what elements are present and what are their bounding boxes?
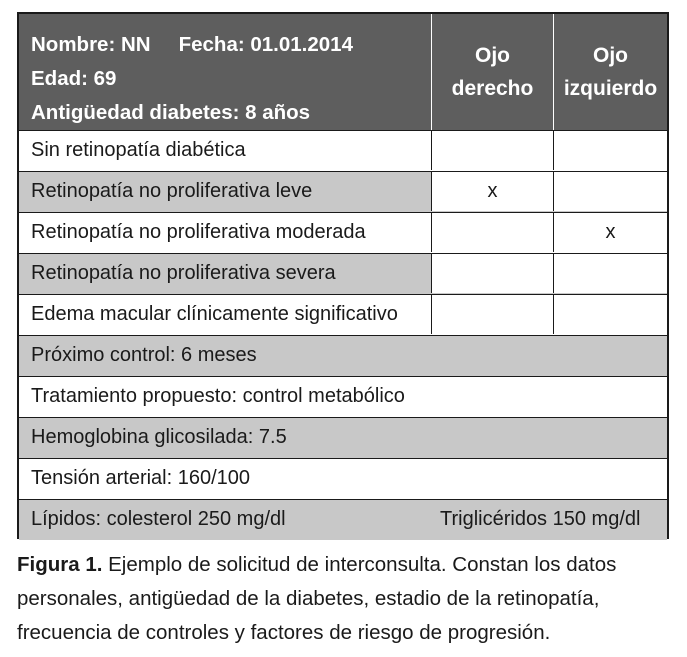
left-eye-mark [553, 254, 667, 293]
proposed-treatment: Tratamiento propuesto: control metabólico [31, 385, 405, 407]
form-header [19, 14, 667, 130]
stage-label: Retinopatía no proliferativa moderada [31, 221, 366, 243]
patient-age: Edad: 69 [31, 67, 117, 90]
cholesterol: Lípidos: colesterol 250 mg/dl [31, 508, 286, 530]
blood-pressure: Tensión arterial: 160/100 [31, 467, 251, 489]
stage-label: Edema macular clínicamente significativo [31, 303, 398, 325]
left-eye-header: Ojo izquierdo [553, 14, 667, 130]
stage-row-moderate [19, 212, 667, 253]
glycated-hemoglobin: Hemoglobina glicosilada: 7.5 [31, 426, 287, 448]
lipids-row [19, 499, 667, 540]
patient-name: Nombre: NN [31, 33, 151, 56]
treatment-row [19, 376, 667, 417]
figure-caption [17, 548, 677, 650]
stage-label: Sin retinopatía diabética [31, 139, 246, 161]
request-date: Fecha: 01.01.2014 [178, 33, 353, 56]
diabetes-duration: Antigüedad diabetes: 8 años [31, 101, 311, 124]
stage-row-macular-edema [19, 294, 667, 335]
left-eye-mark [553, 131, 667, 170]
right-eye-mark: x [431, 172, 553, 211]
right-eye-mark [431, 295, 553, 334]
right-eye-header: Ojo derecho [431, 14, 553, 130]
stage-row-severe [19, 253, 667, 294]
left-eye-mark [553, 295, 667, 334]
interconsultation-form [17, 12, 669, 539]
patient-info [19, 14, 431, 130]
right-eye-mark [431, 131, 553, 170]
stage-row-none [19, 130, 667, 171]
figure-label: Figura 1. [17, 553, 103, 576]
next-control-row [19, 335, 667, 376]
hemoglobin-row [19, 417, 667, 458]
caption-text: Ejemplo de solicitud de interconsulta. Constan los datos personales, antigüedad de la diabetes, estadio de la retinopatía, frecuencia de controles y factores de riesgo de progresión. [17, 553, 617, 644]
left-eye-mark: x [553, 213, 667, 252]
stage-row-mild [19, 171, 667, 212]
right-eye-mark [431, 254, 553, 293]
stage-label: Retinopatía no proliferativa severa [31, 262, 336, 284]
right-eye-mark [431, 213, 553, 252]
stage-label: Retinopatía no proliferativa leve [31, 180, 313, 202]
blood-pressure-row [19, 458, 667, 499]
next-control: Próximo control: 6 meses [31, 344, 257, 366]
triglycerides: Triglicéridos 150 mg/dl [440, 508, 641, 530]
left-eye-mark [553, 172, 667, 211]
